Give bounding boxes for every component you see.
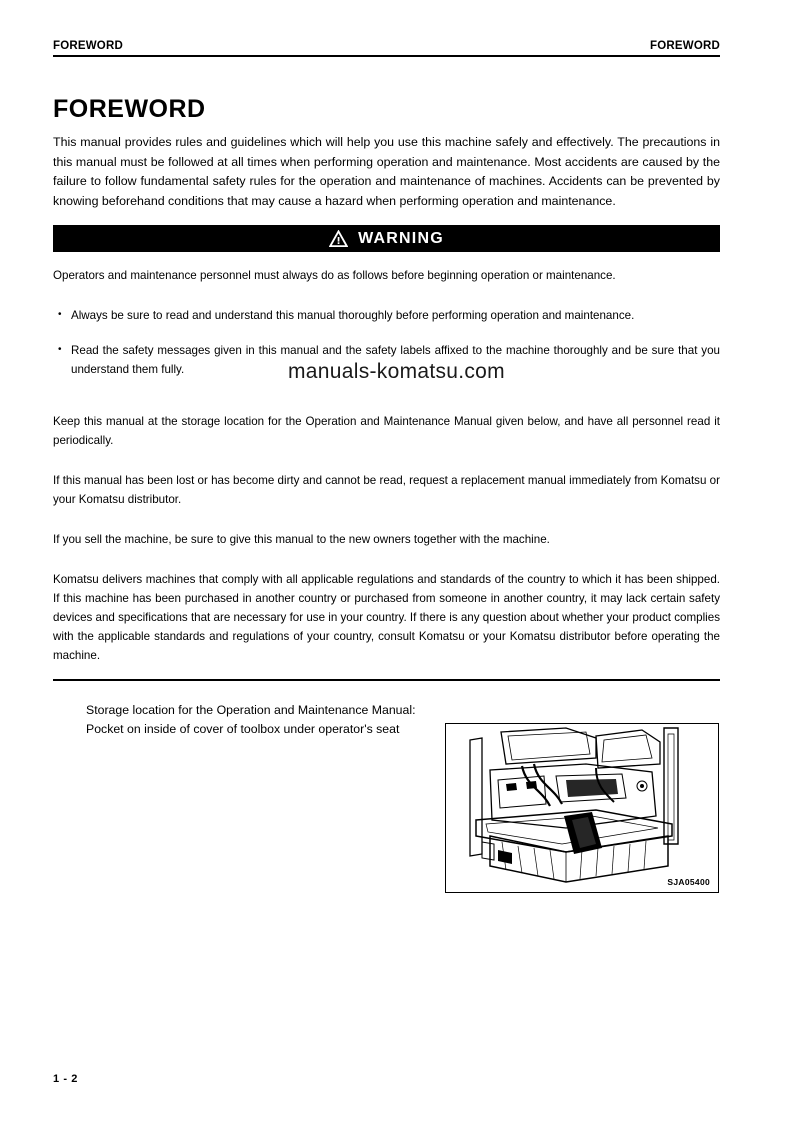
running-header-left: FOREWORD xyxy=(53,40,123,52)
storage-location-text xyxy=(86,701,466,739)
storage-location-line1: Storage location for the Operation and Maintenance Manual: xyxy=(86,703,416,717)
warning-triangle-icon xyxy=(329,230,348,247)
paragraph-storage-note: Keep this manual at the storage location for the Operation and Maintenance Manual given below, and have all personnel read it periodically. xyxy=(53,415,720,447)
paragraph-compliance: Komatsu delivers machines that comply with all applicable regulations and standards of the country to which it has been shipped. If this machine has been purchased in another country or purchased from someone in another country, it may lack certain safety devices and specifications that are necessary for use in your country. If there is any question about whether your product complies with the applicable standards and regulations of your country, consult Komatsu or your Komatsu distributor before operating the machine. xyxy=(53,573,720,662)
list-item: • Always be sure to read and understand this manual thoroughly before performing operation and maintenance. xyxy=(53,306,720,325)
warning-banner xyxy=(53,225,720,252)
paragraph-resale: If you sell the machine, be sure to give this manual to the new owners together with the machine. xyxy=(53,533,550,546)
running-header-right: FOREWORD xyxy=(650,40,720,52)
running-header xyxy=(53,40,720,55)
section-divider xyxy=(53,679,720,681)
machine-illustration xyxy=(445,723,719,893)
figure-code: SJA05400 xyxy=(667,877,710,887)
page-title: FOREWORD xyxy=(53,95,206,123)
storage-location-line2: Pocket on inside of cover of toolbox under operator's seat xyxy=(86,722,400,736)
header-rule xyxy=(53,55,720,57)
list-item: • Read the safety messages given in this manual and the safety labels affixed to the machine thoroughly and be sure that you understand them fully. xyxy=(53,341,720,379)
storage-location-section xyxy=(53,701,720,887)
toolbox-pocket-diagram xyxy=(446,724,718,892)
page-number: 1 - 2 xyxy=(53,1073,79,1085)
page-content xyxy=(53,40,720,887)
warning-label: WARNING xyxy=(358,229,444,247)
paragraph-replacement: If this manual has been lost or has become dirty and cannot be read, request a replacement manual immediately from Komatsu or your Komatsu distributor. xyxy=(53,474,720,506)
watermark: manuals-komatsu.com xyxy=(288,360,505,383)
warning-lead-text: Operators and maintenance personnel must always do as follows before beginning operation or maintenance. xyxy=(53,269,616,282)
intro-paragraph: This manual provides rules and guidelines which will help you use this machine safely and effectively. The precautions in this manual must be followed at all times when performing operation and maintenance. Most accidents are caused by the failure to follow fundamental safety rules for the operation and maintenance of machines. Accidents can be prevented by knowing beforehand conditions that may cause a hazard when performing operation and maintenance. xyxy=(53,135,720,208)
